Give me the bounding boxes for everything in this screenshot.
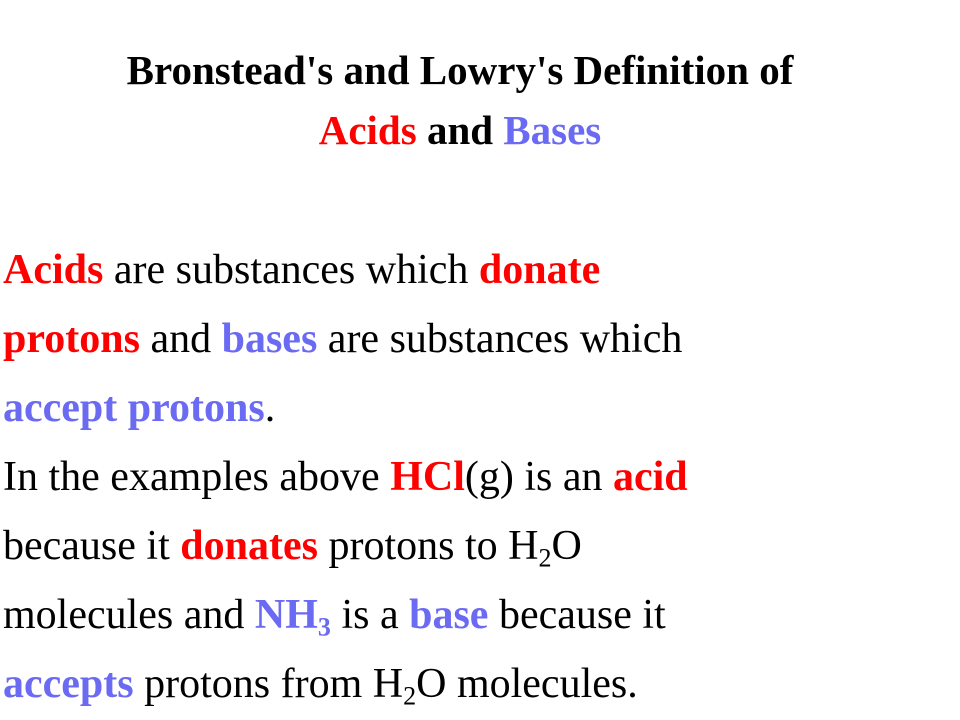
slide-title	[0, 40, 920, 160]
definition-body	[3, 236, 953, 719]
body-line-4	[3, 443, 953, 512]
body-line-7	[3, 650, 953, 719]
subscript-3: 3	[317, 612, 331, 642]
body-line-3	[3, 374, 953, 443]
nh-text: NH	[254, 592, 318, 638]
body-line-5	[3, 512, 953, 581]
title-acids: Acids	[318, 107, 417, 153]
title-line-1: Bronstead's and Lowry's Definition of	[126, 47, 794, 93]
body-text: are substances which	[103, 247, 479, 293]
body-text: are substances which	[317, 316, 683, 362]
body-text: molecules and	[3, 592, 255, 638]
body-text: O	[551, 523, 582, 569]
body-text: (g) is an	[464, 454, 613, 500]
word-nh3	[254, 592, 331, 642]
title-line-2	[0, 100, 920, 160]
title-bases: Bases	[503, 107, 602, 153]
body-text: because it	[3, 523, 181, 569]
word-protons: protons	[3, 316, 140, 362]
subscript-2: 2	[538, 543, 552, 573]
body-text: is a	[330, 592, 410, 638]
body-line-6	[3, 581, 953, 650]
title-and: and	[416, 107, 504, 153]
subscript-2: 2	[403, 681, 417, 711]
body-text: protons to H	[317, 523, 539, 569]
word-donates: donates	[180, 523, 318, 569]
body-line-1	[3, 236, 953, 305]
body-line-2	[3, 305, 953, 374]
body-text: O molecules.	[416, 661, 638, 707]
word-acid: acid	[613, 454, 688, 500]
word-accept-protons: accept protons	[3, 385, 265, 431]
body-text: protons from H	[133, 661, 404, 707]
body-text: .	[264, 385, 276, 431]
word-bases: bases	[221, 316, 318, 362]
body-text: and	[139, 316, 222, 362]
body-text: In the examples above	[3, 454, 391, 500]
word-donate: donate	[478, 247, 601, 293]
word-acids: Acids	[3, 247, 104, 293]
body-text: because it	[488, 592, 666, 638]
word-hcl: HCl	[390, 454, 465, 500]
word-accepts: accepts	[3, 661, 134, 707]
word-base: base	[409, 592, 489, 638]
